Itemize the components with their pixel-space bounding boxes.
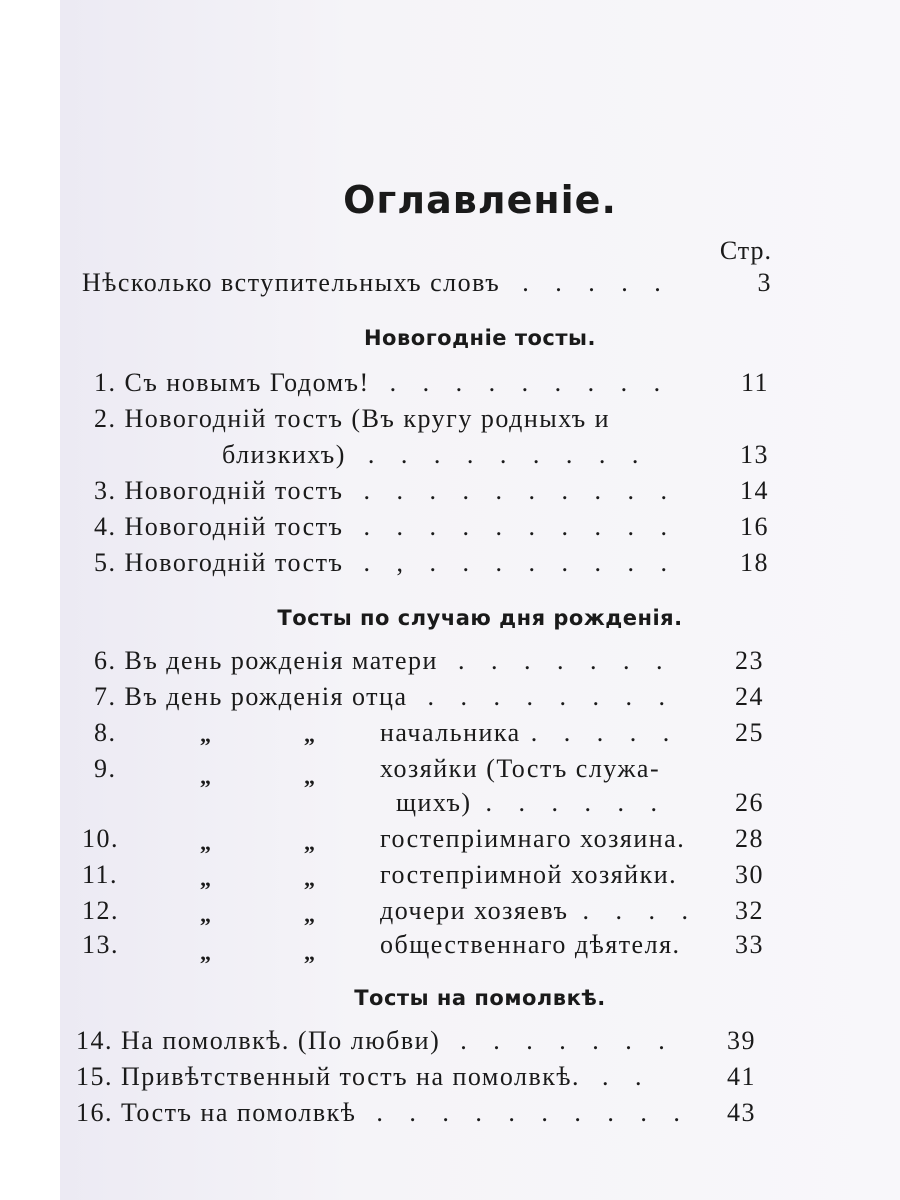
toc-page-number: 28: [735, 824, 764, 853]
page-title: Оглавленіе.: [343, 178, 617, 222]
toc-leader-dots: . . . . . . . .: [427, 682, 675, 711]
toc-entry-number: 15.: [76, 1062, 113, 1091]
toc-page-number: 16: [740, 512, 769, 541]
toc-leader-dots: . . . . . . . . . .: [363, 476, 677, 505]
toc-entry-text: Новогодній тостъ: [124, 476, 344, 505]
toc-entry: [94, 718, 764, 754]
toc-entry-number: 13.: [82, 930, 119, 959]
toc-page-number: 23: [735, 646, 764, 675]
toc-entry: [76, 1062, 756, 1098]
toc-entry: [94, 404, 769, 440]
ditto-mark: „: [304, 830, 317, 855]
toc-entry: [94, 548, 769, 584]
ditto-mark: „: [200, 866, 213, 891]
section-heading-new-year: Новогодніе тосты.: [363, 326, 597, 350]
toc-leader-dots: . . . . .: [522, 268, 671, 297]
toc-entry: [82, 860, 764, 896]
toc-entry-number: 3.: [94, 476, 117, 505]
toc-leader-dots: . . . .: [582, 896, 698, 925]
toc-leader-dots: . . . . . .: [485, 788, 668, 817]
toc-entry-number: 14.: [76, 1026, 113, 1055]
toc-intro-row: [82, 268, 772, 304]
toc-page-number: 14: [740, 476, 769, 505]
toc-entry: [82, 930, 764, 966]
toc-leader-dots: . . . . . . .: [460, 1026, 675, 1055]
toc-entry: [82, 824, 764, 860]
ditto-mark: „: [200, 764, 213, 789]
section-heading-birthday: Тосты по случаю дня рожденія.: [277, 606, 683, 630]
toc-entry-text: Новогодній тостъ: [124, 512, 344, 541]
toc-entry-number: 16.: [76, 1098, 113, 1127]
toc-entry-text: Тостъ на помолвкѣ: [121, 1098, 357, 1127]
toc-leader-dots: . . . . . . . . .: [389, 368, 671, 397]
toc-entry-text: начальника . . . . .: [380, 718, 680, 747]
toc-leader-dots: . . . . . . . . .: [367, 440, 649, 469]
toc-page-number: 32: [735, 896, 764, 925]
ditto-mark: „: [200, 722, 213, 747]
toc-entry-text: Съ новымъ Годомъ!: [124, 368, 370, 397]
toc-entry-text: Въ день рожденія отца: [124, 682, 408, 711]
toc-entry-text: Привѣтственный тостъ на помолвкѣ.: [121, 1062, 581, 1091]
toc-entry: [94, 754, 764, 790]
toc-entry: [82, 896, 764, 932]
toc-entry-text: близкихъ): [222, 440, 346, 469]
toc-leader-dots: . . . . .: [530, 718, 680, 747]
toc-page-number: 11: [740, 368, 769, 397]
ditto-mark: „: [304, 902, 317, 927]
toc-leader-dots: . . . . . . . . . .: [363, 512, 677, 541]
toc-entry: [76, 1026, 756, 1062]
toc-page-number: 43: [727, 1098, 756, 1127]
toc-entry-text: хозяйки (Тостъ служа-: [380, 754, 661, 783]
section-heading-engagement: Тосты на помолвкѣ.: [354, 986, 606, 1010]
toc-entry-text: гостепріимнаго хозяина.: [380, 824, 686, 853]
book-page: [60, 0, 900, 1200]
toc-page-number: 30: [735, 860, 764, 889]
toc-entry-text: Нѣсколько вступительныхъ словъ: [82, 268, 501, 297]
toc-entry-number: 8.: [94, 718, 117, 747]
toc-entry-number: 1.: [94, 368, 117, 397]
toc-entry-text: На помолвкѣ. (По любви): [121, 1026, 441, 1055]
toc-entry-number: 5.: [94, 548, 117, 577]
toc-page-number: 26: [735, 788, 764, 817]
ditto-mark: „: [200, 902, 213, 927]
toc-page-number: 13: [740, 440, 769, 469]
toc-entry-number: 7.: [94, 682, 117, 711]
toc-entry: [94, 368, 769, 404]
toc-page-number: 18: [740, 548, 769, 577]
ditto-mark: „: [200, 830, 213, 855]
toc-entry-number: 4.: [94, 512, 117, 541]
toc-page-number: 33: [735, 930, 764, 959]
ditto-mark: „: [304, 940, 317, 965]
toc-leader-dots: . .: [602, 1062, 652, 1091]
toc-entry: [76, 1098, 756, 1134]
toc-entry-text: общественнаго дѣятеля.: [380, 930, 681, 959]
toc-entry-text: дочери хозяевъ . . . .: [380, 896, 698, 925]
toc-entry: [94, 646, 764, 682]
toc-page-number: 24: [735, 682, 764, 711]
toc-entry: [94, 682, 764, 718]
toc-page-number: 39: [727, 1026, 756, 1055]
toc-entry-text: Новогодній тостъ (Въ кругу родныхъ и: [124, 404, 611, 433]
ditto-mark: „: [304, 866, 317, 891]
toc-entry-text: Въ день рожденія матери: [124, 646, 438, 675]
toc-entry-number: 10.: [82, 824, 119, 853]
toc-entry-text: Новогодній тостъ: [124, 548, 344, 577]
toc-page-number: 25: [735, 718, 764, 747]
toc-entry-number: 6.: [94, 646, 117, 675]
toc-leader-dots: . . . . . . .: [457, 646, 673, 675]
toc-entry-continuation: [94, 440, 769, 476]
toc-entry-text: щихъ) . . . . . .: [396, 788, 668, 817]
left-margin: [0, 0, 60, 1200]
toc-entry-number: 12.: [82, 896, 119, 925]
ditto-mark: „: [304, 722, 317, 747]
toc-entry-text: гостепріимной хозяйки.: [380, 860, 678, 889]
toc-leader-dots: . . . . . . . . . .: [376, 1098, 690, 1127]
toc-page-number: 41: [727, 1062, 756, 1091]
ditto-mark: „: [304, 764, 317, 789]
toc-entry: [94, 476, 769, 512]
toc-entry-continuation: [94, 788, 764, 824]
ditto-mark: „: [200, 940, 213, 965]
toc-leader-dots: . , . . . . . . . .: [363, 548, 677, 577]
toc-entry-number: 2.: [94, 404, 117, 433]
toc-entry: [94, 512, 769, 548]
page-column-label: Стр.: [719, 236, 772, 265]
toc-entry-number: 11.: [82, 860, 119, 889]
toc-entry-number: 9.: [94, 754, 117, 783]
toc-page-number: 3: [757, 268, 772, 297]
